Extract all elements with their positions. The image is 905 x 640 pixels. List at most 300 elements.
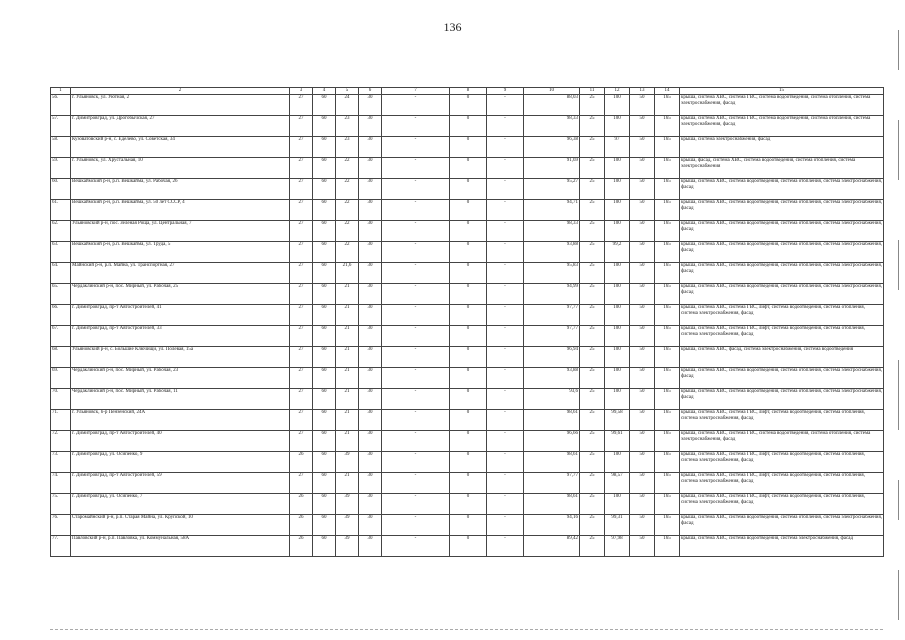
table-cell: 0	[450, 347, 487, 368]
table-cell: 98,57	[605, 473, 630, 494]
table-cell: 39	[336, 536, 359, 557]
table-cell: 100	[605, 179, 630, 200]
table-cell: 25	[580, 305, 605, 326]
table-cell: 39	[336, 515, 359, 536]
table-cell: 95,83	[524, 263, 580, 284]
table-cell: 100	[605, 95, 630, 116]
table-cell: 27	[290, 431, 313, 452]
table-cell: 165	[655, 263, 680, 284]
table-row	[51, 158, 884, 179]
table-cell: г. Димитровград, пр-т Автостроителей, 59	[71, 473, 290, 494]
table-cell: 94,16	[524, 515, 580, 536]
table-cell: 27	[290, 95, 313, 116]
table-cell: г. Димитровград, пр-т Автостроителей, 40	[71, 431, 290, 452]
table-cell: крыша, система ХВС, система ГВС, лифт, система водоотведения, система отопления, система электроснабжения, фасад	[680, 305, 884, 326]
column-header: 3	[290, 88, 313, 95]
table-cell: 73.	[51, 452, 71, 473]
table-cell: 100	[605, 284, 630, 305]
table-body	[51, 95, 884, 557]
table-cell: Ульяновский р-н, с. Большие Ключищи, ул. Полевая, 15а	[71, 347, 290, 368]
table-cell: 30	[359, 326, 382, 347]
table-row	[51, 389, 884, 410]
table-cell: 25	[580, 284, 605, 305]
table-cell: -	[382, 431, 450, 452]
table-cell: крыша, система ХВС, система водоотведения, система отопления, система электроснабжения, фасад	[680, 221, 884, 242]
table-cell: 56.	[51, 95, 71, 116]
table-cell: 50	[630, 326, 655, 347]
table-cell: 60	[313, 473, 336, 494]
table-cell: 68.	[51, 347, 71, 368]
table-cell: 91,69	[524, 158, 580, 179]
table-cell: 25	[580, 431, 605, 452]
table-cell: 0	[450, 515, 487, 536]
table-row	[51, 431, 884, 452]
table-cell: 21	[336, 326, 359, 347]
table-cell: 50	[630, 242, 655, 263]
table-row	[51, 200, 884, 221]
table-cell: 25	[580, 95, 605, 116]
table-cell: 25	[580, 368, 605, 389]
table-cell: 0	[450, 95, 487, 116]
table-cell: г. Димитровград, ул. Осипенко, 9	[71, 452, 290, 473]
table-cell: 94,99	[524, 284, 580, 305]
table-cell: г. Ульяновск, ул. Хрустальная, 10	[71, 158, 290, 179]
table-cell: 21	[336, 347, 359, 368]
table-cell: 99,58	[605, 410, 630, 431]
table-cell: 0	[450, 242, 487, 263]
table-cell: крыша, система ХВС, система ГВС, лифт, система водоотведения, система отопления, система электроснабжения, фасад	[680, 326, 884, 347]
table-cell: 97	[605, 137, 630, 158]
table-cell: 50	[630, 158, 655, 179]
table-cell: 50	[630, 410, 655, 431]
table-cell: г. Димитровград, ул. Дрогобычская, 27	[71, 116, 290, 137]
table-cell: 30	[359, 536, 382, 557]
table-cell: 60	[313, 389, 336, 410]
table-cell: 0	[450, 368, 487, 389]
table-cell: Вешкаймский р-н, р.п. Вешкайма, ул. 50 лет СССР, 4	[71, 200, 290, 221]
table-cell: 27	[290, 389, 313, 410]
table-row	[51, 326, 884, 347]
table-cell: 25	[580, 389, 605, 410]
table-cell: -	[382, 242, 450, 263]
table-cell: 62.	[51, 221, 71, 242]
table-cell: крыша, система ХВС, система ГВС, система водоотведения, система отопления, система электроснабжения, фасад	[680, 95, 884, 116]
table-cell: 60	[313, 179, 336, 200]
table-cell: 60	[313, 431, 336, 452]
table-cell: 165	[655, 515, 680, 536]
table-cell: 69.	[51, 368, 71, 389]
table-cell: 27	[290, 116, 313, 137]
table-cell: -	[487, 95, 524, 116]
table-cell: 25	[580, 494, 605, 515]
table-cell: 57.	[51, 116, 71, 137]
table-cell: 59.	[51, 158, 71, 179]
table-cell: 30	[359, 137, 382, 158]
table-cell: 30	[359, 473, 382, 494]
table-cell: 30	[359, 389, 382, 410]
table-cell: Павловский р-н, р.п. Павловка, ул. Коммунальная, 58А	[71, 536, 290, 557]
table-cell: 27	[290, 284, 313, 305]
table-cell: Чердаклинский р-н, пос. Мирный, ул. Рабочая, 23	[71, 368, 290, 389]
table-cell: 93,88	[524, 242, 580, 263]
table-cell: 71.	[51, 410, 71, 431]
table-cell: 27	[290, 242, 313, 263]
table-cell: 72.	[51, 431, 71, 452]
table-cell: 25	[580, 536, 605, 557]
table-cell: -	[487, 494, 524, 515]
table-cell: -	[487, 452, 524, 473]
table-cell: 60	[313, 536, 336, 557]
table-cell: крыша, система ХВС, система ГВС, лифт, система водоотведения, система отопления, система электроснабжения, фасад	[680, 494, 884, 515]
table-cell: 0	[450, 305, 487, 326]
table-cell: 50	[630, 263, 655, 284]
table-cell: 50	[630, 95, 655, 116]
table-cell: 30	[359, 95, 382, 116]
table-cell: 0	[450, 431, 487, 452]
table-cell: 30	[359, 263, 382, 284]
table-cell: -	[487, 263, 524, 284]
table-cell: 98,33	[524, 116, 580, 137]
table-cell: 30	[359, 305, 382, 326]
table-cell: 26	[290, 536, 313, 557]
table-cell: 22	[336, 242, 359, 263]
table-cell: крыша, система ХВС, система ГВС, система водоотведения, система отопления, система электроснабжения, фасад	[680, 431, 884, 452]
table-cell: 98,61	[524, 410, 580, 431]
table-cell: 60	[313, 137, 336, 158]
table-cell: -	[382, 389, 450, 410]
column-header: 14	[655, 88, 680, 95]
table-cell: крыша, фасад, система ХВС, система водоотведения, система отопления, система электроснабжения	[680, 158, 884, 179]
table-cell: крыша, система ХВС, система ГВС, лифт, система водоотведения, система отопления, система электроснабжения, фасад	[680, 473, 884, 494]
table-cell: 0	[450, 200, 487, 221]
table-cell: -	[487, 305, 524, 326]
table-cell: 165	[655, 137, 680, 158]
table-cell: 66.	[51, 305, 71, 326]
table-cell: Вешкаймский р-н, р.п. Вешкайма, ул. Рабочая, 26	[71, 179, 290, 200]
table-cell: 165	[655, 347, 680, 368]
page-number: 136	[443, 20, 462, 34]
table-cell: г. Димитровград, пр-т Автостроителей, 33	[71, 326, 290, 347]
table-cell: 39	[336, 452, 359, 473]
table-cell: 64.	[51, 263, 71, 284]
table-cell: -	[487, 389, 524, 410]
table-cell: 99,61	[605, 431, 630, 452]
table-cell: 165	[655, 116, 680, 137]
table-cell: г. Ульяновск, ул. Уютная, 2	[71, 95, 290, 116]
table-cell: 0	[450, 410, 487, 431]
table-cell: 50	[630, 452, 655, 473]
table-cell: 25	[580, 515, 605, 536]
table-cell: 0	[450, 158, 487, 179]
table-cell: 23	[336, 137, 359, 158]
table-cell: 100	[605, 389, 630, 410]
table-cell: 165	[655, 452, 680, 473]
table-cell: 50	[630, 473, 655, 494]
table-cell: крыша, система ХВС, система водоотведения, система отопления, система электроснабжения, фасад	[680, 200, 884, 221]
table-cell: 165	[655, 431, 680, 452]
table-cell: 63.	[51, 242, 71, 263]
table-cell: 27	[290, 326, 313, 347]
table-cell: -	[382, 515, 450, 536]
table-cell: 27	[290, 200, 313, 221]
header-row	[51, 88, 884, 95]
table-cell: 22	[336, 200, 359, 221]
table-cell: 165	[655, 494, 680, 515]
table-cell: г. Ульяновск, б-р Пензенский, 24А	[71, 410, 290, 431]
table-cell: 0	[450, 536, 487, 557]
table-row	[51, 347, 884, 368]
column-header: 9	[487, 88, 524, 95]
table-cell: 60	[313, 221, 336, 242]
table-cell: 65.	[51, 284, 71, 305]
table-cell: 100	[605, 200, 630, 221]
table-cell: крыша, система ХВС, система водоотведения, система отопления, система электроснабжения, фасад	[680, 179, 884, 200]
table-cell: -	[382, 326, 450, 347]
table-cell: 165	[655, 536, 680, 557]
table-cell: 60	[313, 410, 336, 431]
table-cell: -	[487, 158, 524, 179]
table-cell: 60	[313, 347, 336, 368]
column-header: 4	[313, 88, 336, 95]
table-cell: 60	[313, 263, 336, 284]
table-cell: 26	[290, 452, 313, 473]
table-cell: 60	[313, 284, 336, 305]
table-cell: 25	[580, 137, 605, 158]
table-cell: 25	[580, 200, 605, 221]
table-cell: 50	[630, 116, 655, 137]
table-cell: 25	[580, 263, 605, 284]
table-cell: 30	[359, 284, 382, 305]
table-cell: -	[382, 473, 450, 494]
table-cell: 60	[313, 305, 336, 326]
table-cell: -	[487, 116, 524, 137]
table-cell: 30	[359, 200, 382, 221]
table-cell: -	[487, 347, 524, 368]
table-cell: 30	[359, 410, 382, 431]
table-cell: 50	[630, 305, 655, 326]
table-cell: 0	[450, 179, 487, 200]
table-cell: 25	[580, 326, 605, 347]
table-cell: 96,38	[524, 137, 580, 158]
table-cell: 165	[655, 473, 680, 494]
table-cell: 21	[336, 284, 359, 305]
table-cell: Ульяновский р-н, пос. Зелёная Роща, ул. Центральная, 7	[71, 221, 290, 242]
table-cell: 60	[313, 158, 336, 179]
table-cell: 21	[336, 389, 359, 410]
data-table-container	[50, 87, 883, 557]
table-cell: Майнский р-н, р.п. Майна, ул. Транспортная, 27	[71, 263, 290, 284]
table-cell: 74.	[51, 473, 71, 494]
table-cell: -	[382, 368, 450, 389]
table-row	[51, 536, 884, 557]
table-cell: 39	[336, 494, 359, 515]
table-cell: -	[487, 200, 524, 221]
table-cell: Чердаклинский р-н, пос. Мирный, ул. Рабочая, 25	[71, 284, 290, 305]
column-header: 5	[336, 88, 359, 95]
table-cell: -	[382, 494, 450, 515]
table-cell: -	[487, 410, 524, 431]
table-cell: 30	[359, 494, 382, 515]
table-cell: -	[382, 284, 450, 305]
table-cell: 0	[450, 137, 487, 158]
table-row	[51, 263, 884, 284]
table-cell: 22	[336, 158, 359, 179]
table-cell: 100	[605, 305, 630, 326]
table-cell: 30	[359, 116, 382, 137]
table-cell: -	[487, 137, 524, 158]
table-cell: 98,61	[524, 452, 580, 473]
table-cell: -	[382, 221, 450, 242]
table-cell: -	[487, 473, 524, 494]
table-cell: 60	[313, 200, 336, 221]
table-cell: 0	[450, 389, 487, 410]
table-cell: 27	[290, 137, 313, 158]
table-cell: 30	[359, 242, 382, 263]
table-cell: Старомайнский р-н, р.п. Старая Майна, ул. Крупской, 10	[71, 515, 290, 536]
table-cell: 27	[290, 473, 313, 494]
table-cell: -	[382, 137, 450, 158]
table-cell: 30	[359, 347, 382, 368]
table-cell: 0	[450, 473, 487, 494]
table-cell: г. Димитровград, пр-т Автостроителей, 41	[71, 305, 290, 326]
table-cell: 93,6	[524, 389, 580, 410]
table-cell: 61.	[51, 200, 71, 221]
table-cell: 22	[336, 221, 359, 242]
table-cell: 50	[630, 284, 655, 305]
table-cell: 165	[655, 368, 680, 389]
table-cell: 60	[313, 515, 336, 536]
table-cell: 100	[605, 494, 630, 515]
table-cell: 75.	[51, 494, 71, 515]
column-header: 11	[580, 88, 605, 95]
table-cell: -	[382, 158, 450, 179]
table-cell: крыша, система ХВС, система водоотведения, система отопления, система электроснабжения, фасад	[680, 284, 884, 305]
table-cell: 50	[630, 179, 655, 200]
table-cell: 100	[605, 452, 630, 473]
table-cell: 60	[313, 326, 336, 347]
table-cell: -	[382, 347, 450, 368]
column-header: 13	[630, 88, 655, 95]
table-cell: 100	[605, 116, 630, 137]
table-cell: 165	[655, 95, 680, 116]
table-cell: 21	[336, 410, 359, 431]
table-cell: 27	[290, 410, 313, 431]
table-cell: 165	[655, 179, 680, 200]
table-cell: 21	[336, 368, 359, 389]
table-cell: 27	[290, 179, 313, 200]
table-row	[51, 284, 884, 305]
table-cell: 0	[450, 116, 487, 137]
table-cell: 21	[336, 431, 359, 452]
table-cell: 67.	[51, 326, 71, 347]
table-cell: 100	[605, 158, 630, 179]
table-cell: Кузоватовский р-н, с. Еделево, ул. Советская, 34	[71, 137, 290, 158]
table-cell: -	[487, 536, 524, 557]
table-cell: 60	[313, 368, 336, 389]
table-cell: 22	[336, 179, 359, 200]
table-cell: 50	[630, 137, 655, 158]
table-cell: Вешкаймский р-н, р.п. Вешкайма, ул. Труда, 5	[71, 242, 290, 263]
table-cell: крыша, система ХВС, система водоотведения, система электроснабжения, фасад	[680, 536, 884, 557]
table-cell: 50	[630, 221, 655, 242]
table-cell: 97,77	[524, 305, 580, 326]
column-header: 12	[605, 88, 630, 95]
table-cell: крыша, система ХВС, система водоотведения, система отопления, система электроснабжения, фасад	[680, 515, 884, 536]
table-cell: 50	[630, 494, 655, 515]
table-cell: 25	[580, 179, 605, 200]
table-cell: 25	[580, 158, 605, 179]
column-header: 15	[680, 88, 884, 95]
table-cell: 60	[313, 95, 336, 116]
table-cell: 25	[580, 221, 605, 242]
table-cell: 99,31	[605, 515, 630, 536]
buildings-table	[50, 87, 884, 557]
table-cell: 165	[655, 284, 680, 305]
table-cell: 21	[336, 305, 359, 326]
table-cell: 165	[655, 242, 680, 263]
table-cell: 0	[450, 452, 487, 473]
table-cell: -	[382, 200, 450, 221]
table-cell: 97,77	[524, 326, 580, 347]
table-cell: крыша, система ХВС, система ГВС, система водоотведения, система отопления, система электроснабжения, фасад	[680, 116, 884, 137]
table-cell: крыша, система ХВС, система водоотведения, система отопления, система электроснабжения, фасад	[680, 242, 884, 263]
table-row	[51, 368, 884, 389]
table-cell: 98,33	[524, 221, 580, 242]
table-cell: -	[487, 242, 524, 263]
table-cell: -	[382, 410, 450, 431]
table-cell: -	[382, 263, 450, 284]
column-header: 6	[359, 88, 382, 95]
column-header: 7	[382, 88, 450, 95]
table-row	[51, 221, 884, 242]
table-cell: 100	[605, 347, 630, 368]
table-cell: 60	[313, 116, 336, 137]
table-cell: -	[487, 515, 524, 536]
table-cell: 70.	[51, 389, 71, 410]
table-cell: 27	[290, 305, 313, 326]
table-cell: 165	[655, 200, 680, 221]
table-cell: крыша, система ХВС, система водоотведения, система отопления, система электроснабжения, фасад	[680, 389, 884, 410]
table-cell: крыша, система ХВС, фасад, система электроснабжения, система водоотведения	[680, 347, 884, 368]
table-cell: 27	[290, 221, 313, 242]
table-cell: -	[487, 326, 524, 347]
table-row	[51, 515, 884, 536]
table-cell: Чердаклинский р-н, пос. Мирный, ул. Рабочая, 11	[71, 389, 290, 410]
table-cell: 0	[450, 326, 487, 347]
table-cell: 165	[655, 326, 680, 347]
column-header: 2	[71, 88, 290, 95]
table-cell: 98,61	[524, 494, 580, 515]
table-cell: 97,98	[605, 536, 630, 557]
table-cell: крыша, система ХВС, система водоотведения, система отопления, система электроснабжения, фасад	[680, 263, 884, 284]
table-cell: 60	[313, 242, 336, 263]
table-cell: 0	[450, 284, 487, 305]
table-cell: -	[382, 116, 450, 137]
table-cell: г. Димитровград, ул. Осипенко, 7	[71, 494, 290, 515]
table-row	[51, 242, 884, 263]
table-cell: 165	[655, 410, 680, 431]
table-cell: 30	[359, 515, 382, 536]
table-row	[51, 473, 884, 494]
table-cell: -	[382, 536, 450, 557]
table-cell: 21,6	[336, 263, 359, 284]
table-cell: 26	[290, 515, 313, 536]
table-cell: 93,88	[524, 368, 580, 389]
table-cell: 30	[359, 221, 382, 242]
table-cell: 27	[290, 347, 313, 368]
table-cell: 60	[313, 494, 336, 515]
table-cell: 26	[290, 494, 313, 515]
